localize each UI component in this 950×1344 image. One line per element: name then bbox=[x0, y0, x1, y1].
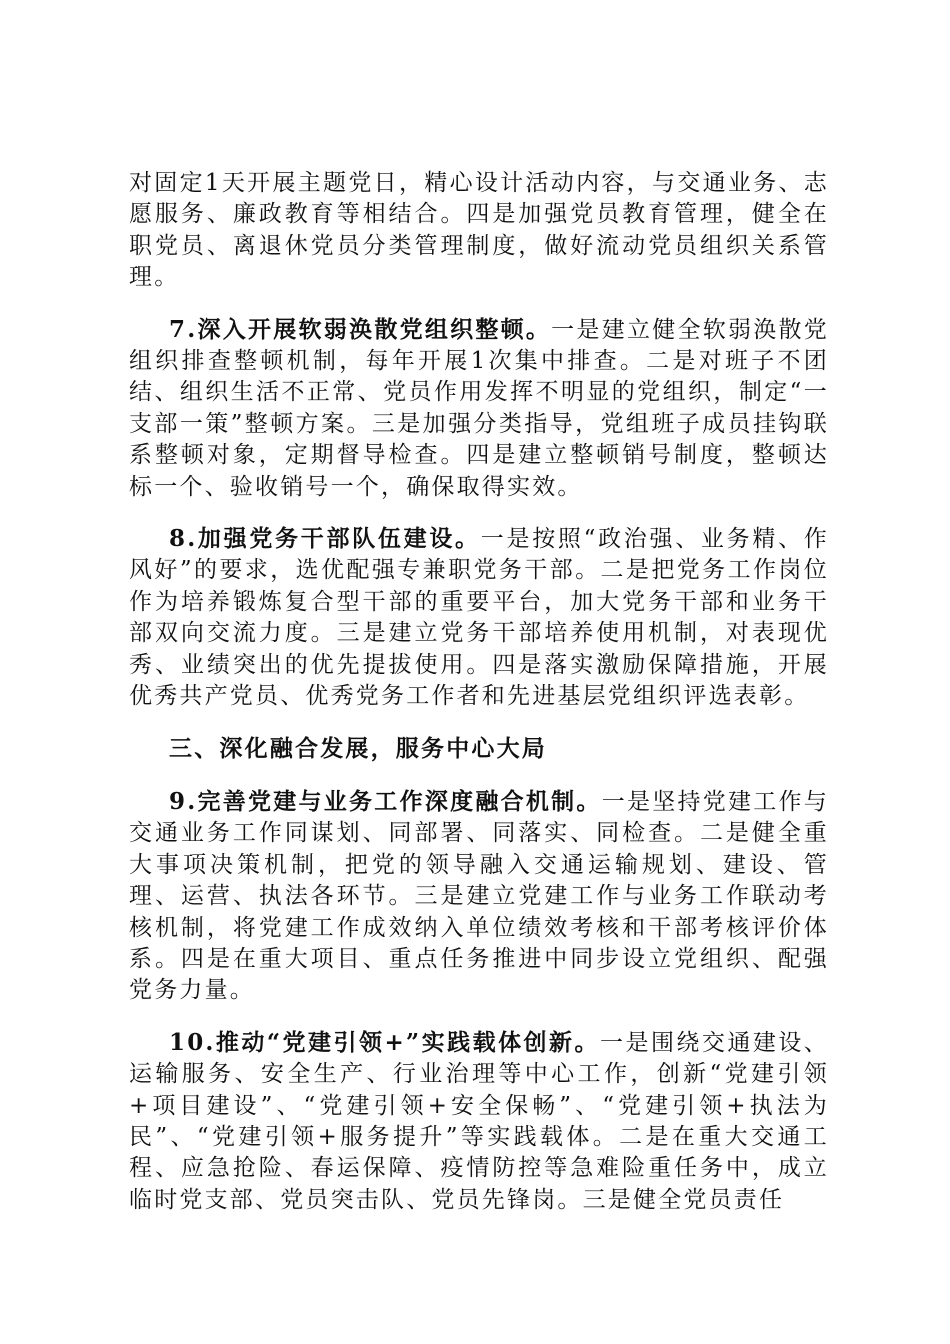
item-7-text: 一是建立健全软弱涣散党组织排查整顿机制，每年开展1次集中排查。二是对班子不团结、组织生活不正常、党员作用发挥不明显的党组织，制定“一支部一策”整顿方案。三是加强分类指导，党组班子成员挂钩联系整顿对象，定期督导检查。四是建立整顿销号制度，整顿达标一个、验收销号一个，确保取得实效。 bbox=[129, 316, 830, 500]
paragraph-item-7 bbox=[129, 314, 829, 503]
paragraph-item-10 bbox=[129, 1027, 829, 1216]
item-9-text: 一是坚持党建工作与交通业务工作同谋划、同部署、同落实、同检查。二是健全重大事项决策机制，把党的领导融入交通运输规划、建设、管理、运营、执法各环节。三是建立党建工作与业务工作联动考核机制，将党建工作成效纳入单位绩效考核和干部考核评价体系。四是在重大项目、重点任务推进中同步设立党组织、配强党务力量。 bbox=[129, 788, 829, 1004]
paragraph-item-9 bbox=[129, 786, 829, 1007]
document-body bbox=[129, 168, 829, 1236]
paragraph-text: 对固定1天开展主题党日，精心设计活动内容，与交通业务、志愿服务、廉政教育等相结合。四是加强党员教育管理，健全在职党员、离退休党员分类管理制度，做好流动党员组织关系管理。 bbox=[129, 170, 829, 291]
item-10-title: 10.推动“党建引领+”实践载体创新。 bbox=[169, 1028, 600, 1056]
section-heading-3: 三、深化融合发展，服务中心大局 bbox=[169, 734, 547, 762]
item-8-text: 一是按照“政治强、业务精、作风好”的要求，选优配强专兼职党务干部。二是把党务工作岗位作为培养锻炼复合型干部的重要平台，加大党务干部和业务干部双向交流力度。三是建立党务干部培养使用机制，对表现优秀、业绩突出的优先提拔使用。四是落实激励保障措施，开展优秀共产党员、优秀党务工作者和先进基层党组织评选表彰。 bbox=[129, 526, 829, 710]
item-9-title: 9.完善党建与业务工作深度融合机制。 bbox=[169, 787, 602, 815]
item-10-text: 一是围绕交通建设、运输服务、安全生产、行业治理等中心工作，创新“党建引领+项目建设”、“党建引领+安全保畅”、“党建引领+执法为民”、“党建引领+服务提升”等实践载体。二是在重大交通工程、应急抢险、春运保障、疫情防控等急难险重任务中，成立临时党支部、党员突击队、党员先锋岗。三是健全党员责任 bbox=[129, 1029, 829, 1213]
item-7-title: 7.深入开展软弱涣散党组织整顿。 bbox=[169, 315, 552, 343]
item-8-title: 8.加强党务干部队伍建设。 bbox=[169, 525, 481, 553]
paragraph-continuation bbox=[129, 168, 829, 294]
paragraph-item-8 bbox=[129, 523, 829, 712]
